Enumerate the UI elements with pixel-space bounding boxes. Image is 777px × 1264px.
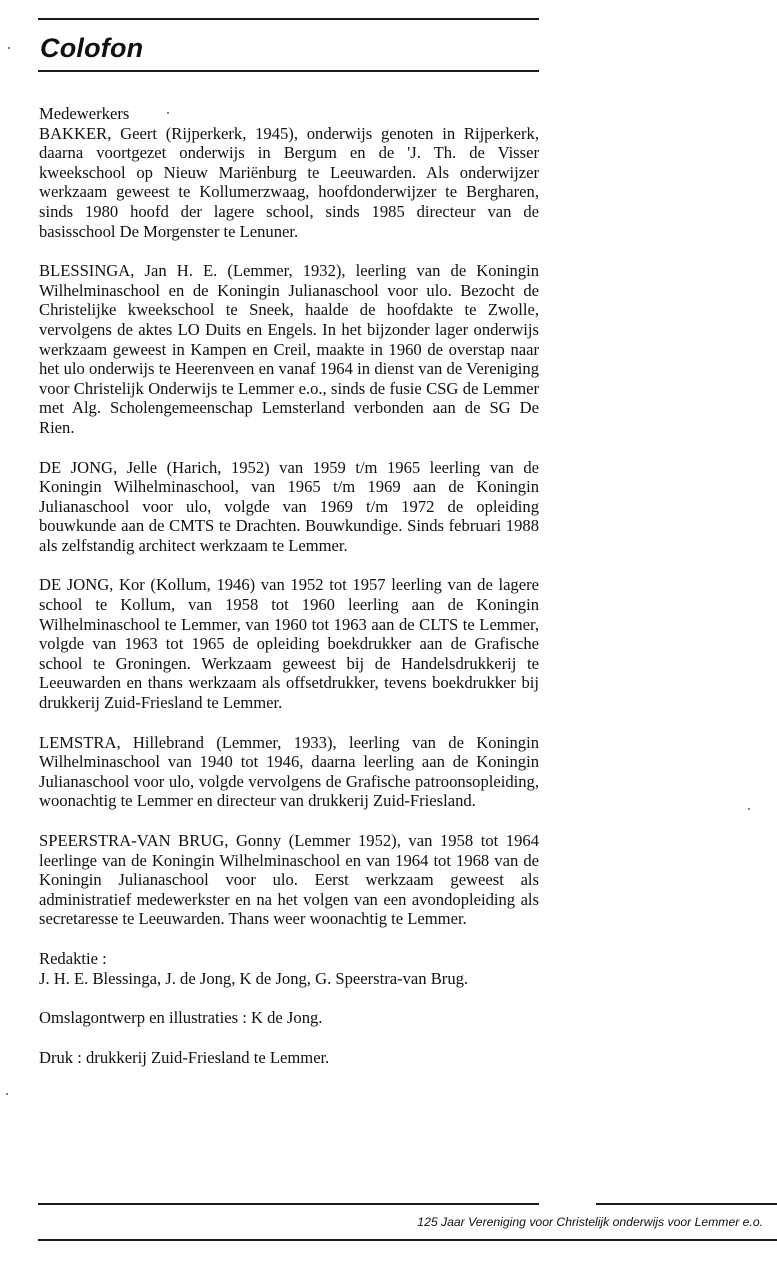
contributor-entry-speerstra: SPEERSTRA-VAN BRUG, Gonny (Lemmer 1952), van 1958 tot 1964 leerlinge van de Koningin Wilhelminaschool en van 1964 tot 1968 van de Koningin Julianaschool voor ulo. Eerst werkzaam geweest als administratief medewerkster en na het volgen van een avondopleiding als secretaresse te Leeuwarden. Thans weer woonachtig te Lemmer. — [39, 831, 539, 929]
footer-rule-right — [596, 1203, 777, 1205]
cover-design-credit: Omslagontwerp en illustraties : K de Jong. — [39, 1008, 323, 1028]
scan-speck — [748, 808, 750, 810]
top-rule — [38, 18, 539, 20]
scan-speck — [6, 1093, 8, 1095]
contributors-heading: Medewerkers — [39, 104, 130, 123]
colofon-body — [39, 104, 539, 1067]
contributor-entry-bakker: BAKKER, Geert (Rijperkerk, 1945), onderwijs genoten in Rijperkerk, daarna voortgezet onderwijs in Bergum en de 'J. Th. de Visser kweekschool op Nieuw Mariënburg te Leeuwarden. Als onderwijzer werkzaam geweest te Kollumerzwaag, hoofdonderwijzer te Bergharen, sinds 1980 hoofd der lagere school, sinds 1985 directeur van de basisschool De Morgenster te Lenuner. — [39, 123, 539, 241]
contributor-entry-jelle-de-jong: DE JONG, Jelle (Harich, 1952) van 1959 t/m 1965 leerling van de Koningin Wilhelminaschool, van 1965 t/m 1969 aan de Koningin Julianaschool voor ulo, volgde van 1969 t/m 1972 de opleiding bouwkunde aan de CMTS te Drachten. Bouwkundige. Sinds februari 1988 als zelfstandig architect werkzaam te Lemmer. — [39, 457, 539, 555]
contributor-entry-lemstra: LEMSTRA, Hillebrand (Lemmer, 1933), leerling van de Koningin Wilhelminaschool van 1940 tot 1946, daarna leerling aan de Koningin Julianaschool voor ulo, volgde vervolgens de Grafische patroonsopleiding, woonachtig te Lemmer en directeur van drukkerij Zuid-Friesland. — [39, 732, 539, 811]
footer-rule-left — [38, 1203, 539, 1205]
footer-text: 125 Jaar Vereniging voor Christelijk onderwijs voor Lemmer e.o. — [417, 1215, 763, 1229]
contributor-entry-kor-de-jong: DE JONG, Kor (Kollum, 1946) van 1952 tot 1957 leerling van de lagere school te Kollum, van 1958 tot 1960 leerling aan de Koningin Wilhelminaschool te Lemmer, van 1960 tot 1963 aan de CLTS te Lemmer, volgde van 1963 tot 1965 de opleiding boekdrukker aan de Grafische school te Groningen. Werkzaam geweest bij de Handelsdrukkerij te Leeuwarden en thans werkzaam als offsetdrukker, tevens boekdrukker bij drukkerij Zuid-Friesland te Lemmer. — [39, 575, 539, 713]
scan-speck — [8, 47, 10, 49]
redaction-label: Redaktie : — [39, 948, 107, 968]
bottom-rule — [38, 1239, 777, 1241]
printing-credit: Druk : drukkerij Zuid-Friesland te Lemmer. — [39, 1047, 330, 1067]
contributor-entry-blessinga: BLESSINGA, Jan H. E. (Lemmer, 1932), leerling van de Koningin Wilhelminaschool en de Koningin Julianaschool voor ulo. Bezocht de Christelijke kweekschool te Sneek, haalde de hoofdakte te Zwolle, vervolgens de aktes LO Duits en Engels. In het bijzonder lager onderwijs werkzaam geweest in Kampen en Creil, maakte in 1960 de overstap naar het ulo onderwijs te Heerenveen en vanaf 1964 in dienst van de Vereniging voor Christelijk Onderwijs te Lemmer e.o., sinds de fusie CSG de Lemmer met Alg. Scholengemeenschap Lemsterland verbonden aan de SG De Rien. — [39, 261, 539, 437]
redaction-names: J. H. E. Blessinga, J. de Jong, K de Jong, G. Speerstra-van Brug. — [39, 968, 469, 988]
title-rule — [38, 70, 539, 72]
page-title: Colofon — [40, 33, 144, 63]
scan-speck — [167, 112, 169, 114]
